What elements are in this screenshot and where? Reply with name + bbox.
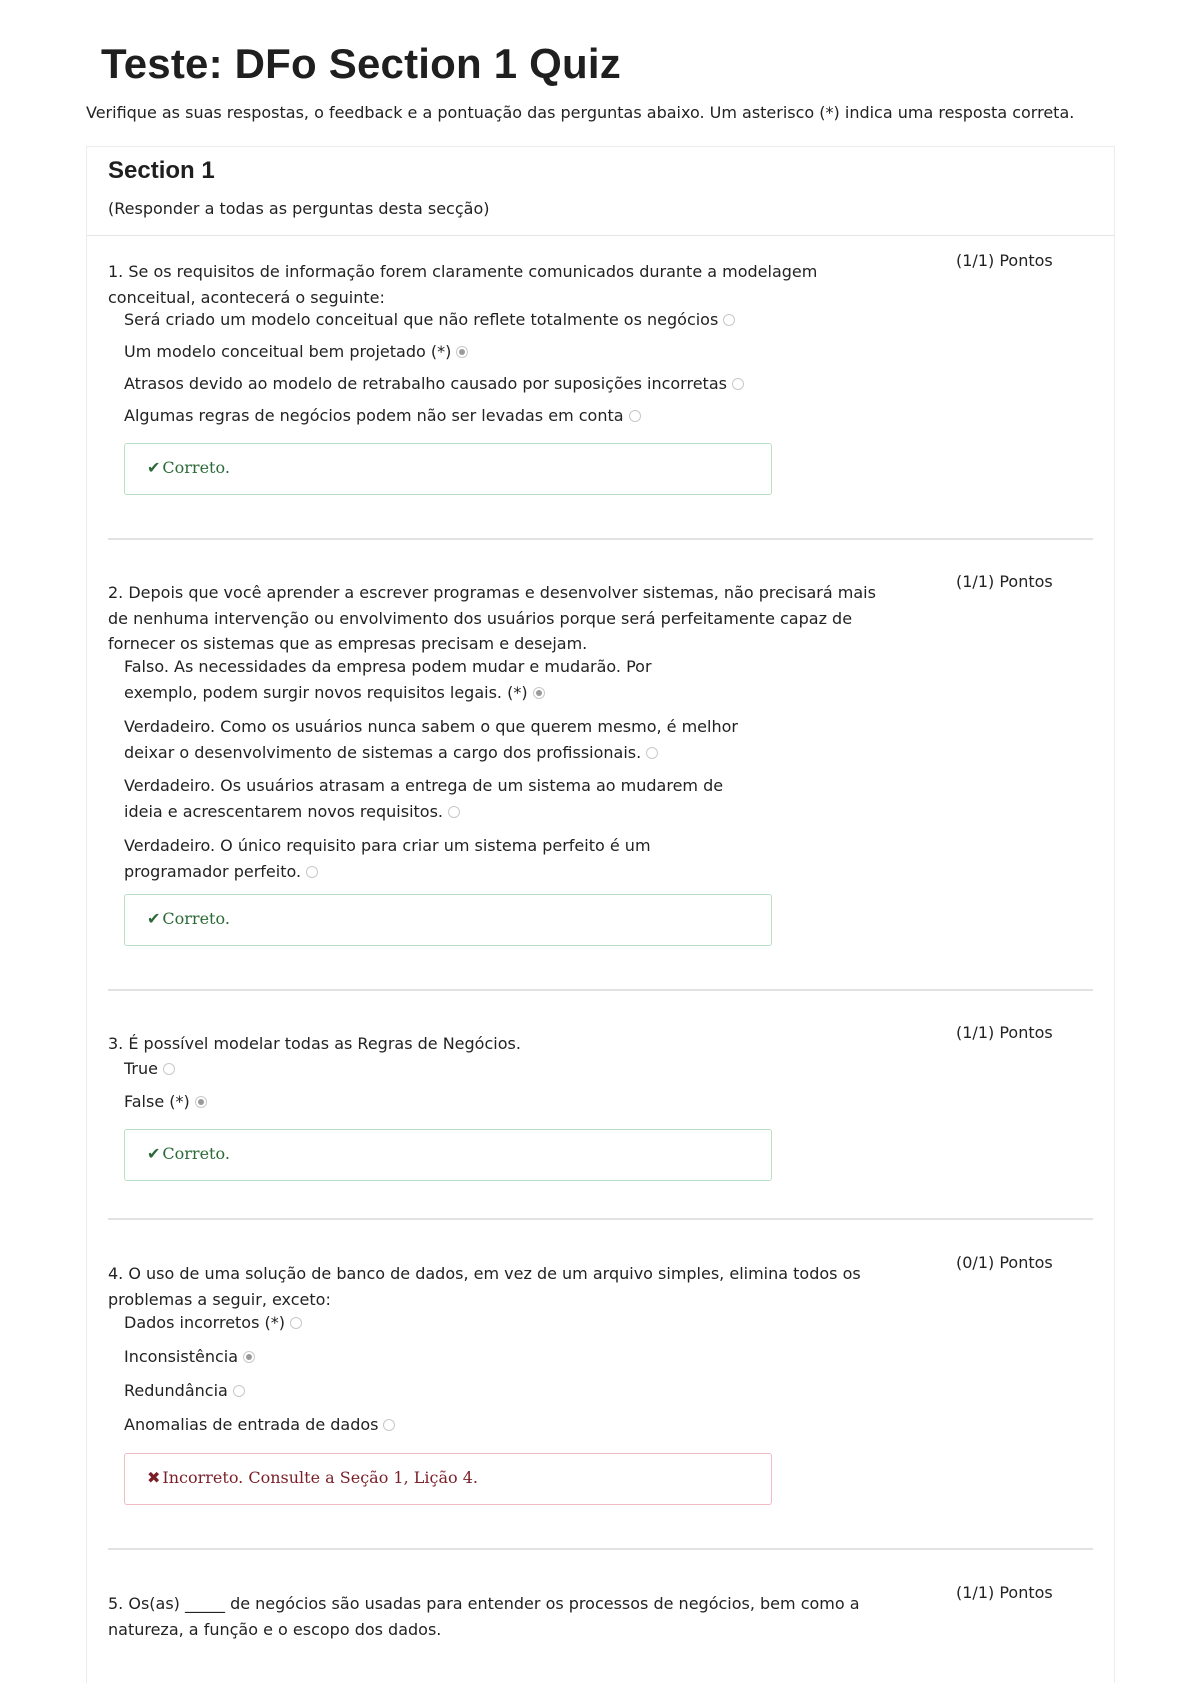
option-label: Algumas regras de negócios podem não ser levadas em conta [124, 406, 624, 425]
question-text: 3. É possível modelar todas as Regras de Negócios. [108, 1034, 521, 1053]
feedback-text: Correto. [162, 458, 230, 477]
radio-icon[interactable] [448, 806, 460, 818]
option-label: Falso. As necessidades da empresa podem mudar e mudarão. Por exemplo, podem surgir novos requisitos legais. (*) [124, 657, 652, 702]
question-divider [108, 1548, 1093, 1550]
radio-selected-icon[interactable] [243, 1351, 255, 1363]
section-note: (Responder a todas as perguntas desta secção) [108, 199, 490, 218]
answer-option[interactable] [124, 307, 735, 333]
question-points: (1/1) Pontos [956, 1583, 1053, 1602]
option-label: Será criado um modelo conceitual que não reflete totalmente os negócios [124, 310, 719, 329]
answer-option[interactable] [124, 773, 744, 824]
question-4 [108, 1249, 1093, 1539]
radio-icon[interactable] [306, 866, 318, 878]
page-title: Teste: DFo Section 1 Quiz [101, 40, 621, 87]
option-label: Anomalias de entrada de dados [124, 1415, 379, 1434]
feedback-text: Correto. [162, 1144, 230, 1163]
option-label: Atrasos devido ao modelo de retrabalho causado por suposições incorretas [124, 374, 727, 393]
feedback-box [124, 1129, 772, 1181]
radio-icon[interactable] [290, 1317, 302, 1329]
radio-icon[interactable] [629, 410, 641, 422]
check-icon: ✔ [147, 458, 161, 477]
option-label: True [124, 1059, 158, 1078]
question-3 [108, 1019, 1093, 1219]
question-5 [108, 1579, 1093, 1679]
answer-option[interactable] [124, 1056, 175, 1082]
answer-option[interactable] [124, 833, 724, 884]
question-1 [108, 247, 1093, 537]
section-header [87, 147, 1114, 236]
radio-icon[interactable] [163, 1063, 175, 1075]
question-2 [108, 568, 1093, 958]
question-text: 2. Depois que você aprender a escrever programas e desenvolver sistemas, não precisará mais de nenhuma intervenção ou envolvimento dos usuários porque será perfeitamente capaz de fornecer os sistemas que as empresas precisam e desejam. [108, 583, 876, 653]
answer-option[interactable] [124, 1089, 207, 1115]
radio-icon[interactable] [646, 747, 658, 759]
radio-icon[interactable] [732, 378, 744, 390]
question-divider [108, 538, 1093, 540]
option-label: Dados incorretos (*) [124, 1313, 285, 1332]
check-icon: ✔ [147, 909, 161, 928]
answer-option[interactable] [124, 339, 468, 365]
option-label: Verdadeiro. O único requisito para criar um sistema perfeito é um programador perfeito. [124, 836, 651, 881]
question-points: (1/1) Pontos [956, 251, 1053, 270]
feedback-text: Correto. [162, 909, 230, 928]
radio-icon[interactable] [233, 1385, 245, 1397]
quiz-panel [86, 146, 1115, 1683]
question-text: 5. Os(as) _____ de negócios são usadas para entender os processos de negócios, bem como a natureza, a função e o escopo dos dados. [108, 1594, 860, 1639]
cross-icon: ✖ [147, 1468, 161, 1487]
question-points: (1/1) Pontos [956, 1023, 1053, 1042]
answer-option[interactable] [124, 403, 641, 429]
answer-option[interactable] [124, 371, 744, 397]
radio-selected-icon[interactable] [195, 1096, 207, 1108]
page-subtitle: Verifique as suas respostas, o feedback e a pontuação das perguntas abaixo. Um asterisco (*) indica uma resposta correta. [86, 103, 1075, 122]
check-icon: ✔ [147, 1144, 161, 1163]
option-label: False (*) [124, 1092, 190, 1111]
answer-option[interactable] [124, 1344, 255, 1370]
question-text: 1. Se os requisitos de informação forem claramente comunicados durante a modelagem conceitual, acontecerá o seguinte: [108, 262, 818, 307]
option-label: Verdadeiro. Os usuários atrasam a entrega de um sistema ao mudarem de ideia e acrescentarem novos requisitos. [124, 776, 724, 821]
feedback-text: Incorreto. Consulte a Seção 1, Lição 4. [162, 1468, 478, 1487]
question-divider [108, 1218, 1093, 1220]
answer-option[interactable] [124, 1412, 395, 1438]
feedback-box [124, 894, 772, 946]
option-label: Verdadeiro. Como os usuários nunca sabem o que querem mesmo, é melhor deixar o desenvolvimento de sistemas a cargo dos profissionais. [124, 717, 738, 762]
option-label: Redundância [124, 1381, 228, 1400]
feedback-box [124, 443, 772, 495]
radio-selected-icon[interactable] [456, 346, 468, 358]
radio-icon[interactable] [723, 314, 735, 326]
answer-option[interactable] [124, 1378, 245, 1404]
section-title: Section 1 [108, 157, 215, 184]
answer-option[interactable] [124, 714, 754, 765]
option-label: Um modelo conceitual bem projetado (*) [124, 342, 452, 361]
radio-icon[interactable] [383, 1419, 395, 1431]
answer-option[interactable] [124, 1310, 302, 1336]
radio-selected-icon[interactable] [533, 687, 545, 699]
option-label: Inconsistência [124, 1347, 239, 1366]
question-text: 4. O uso de uma solução de banco de dados, em vez de um arquivo simples, elimina todos os problemas a seguir, exceto: [108, 1264, 861, 1309]
question-points: (0/1) Pontos [956, 1253, 1053, 1272]
feedback-box [124, 1453, 772, 1505]
question-divider [108, 989, 1093, 991]
answer-option[interactable] [124, 654, 724, 705]
question-points: (1/1) Pontos [956, 572, 1053, 591]
